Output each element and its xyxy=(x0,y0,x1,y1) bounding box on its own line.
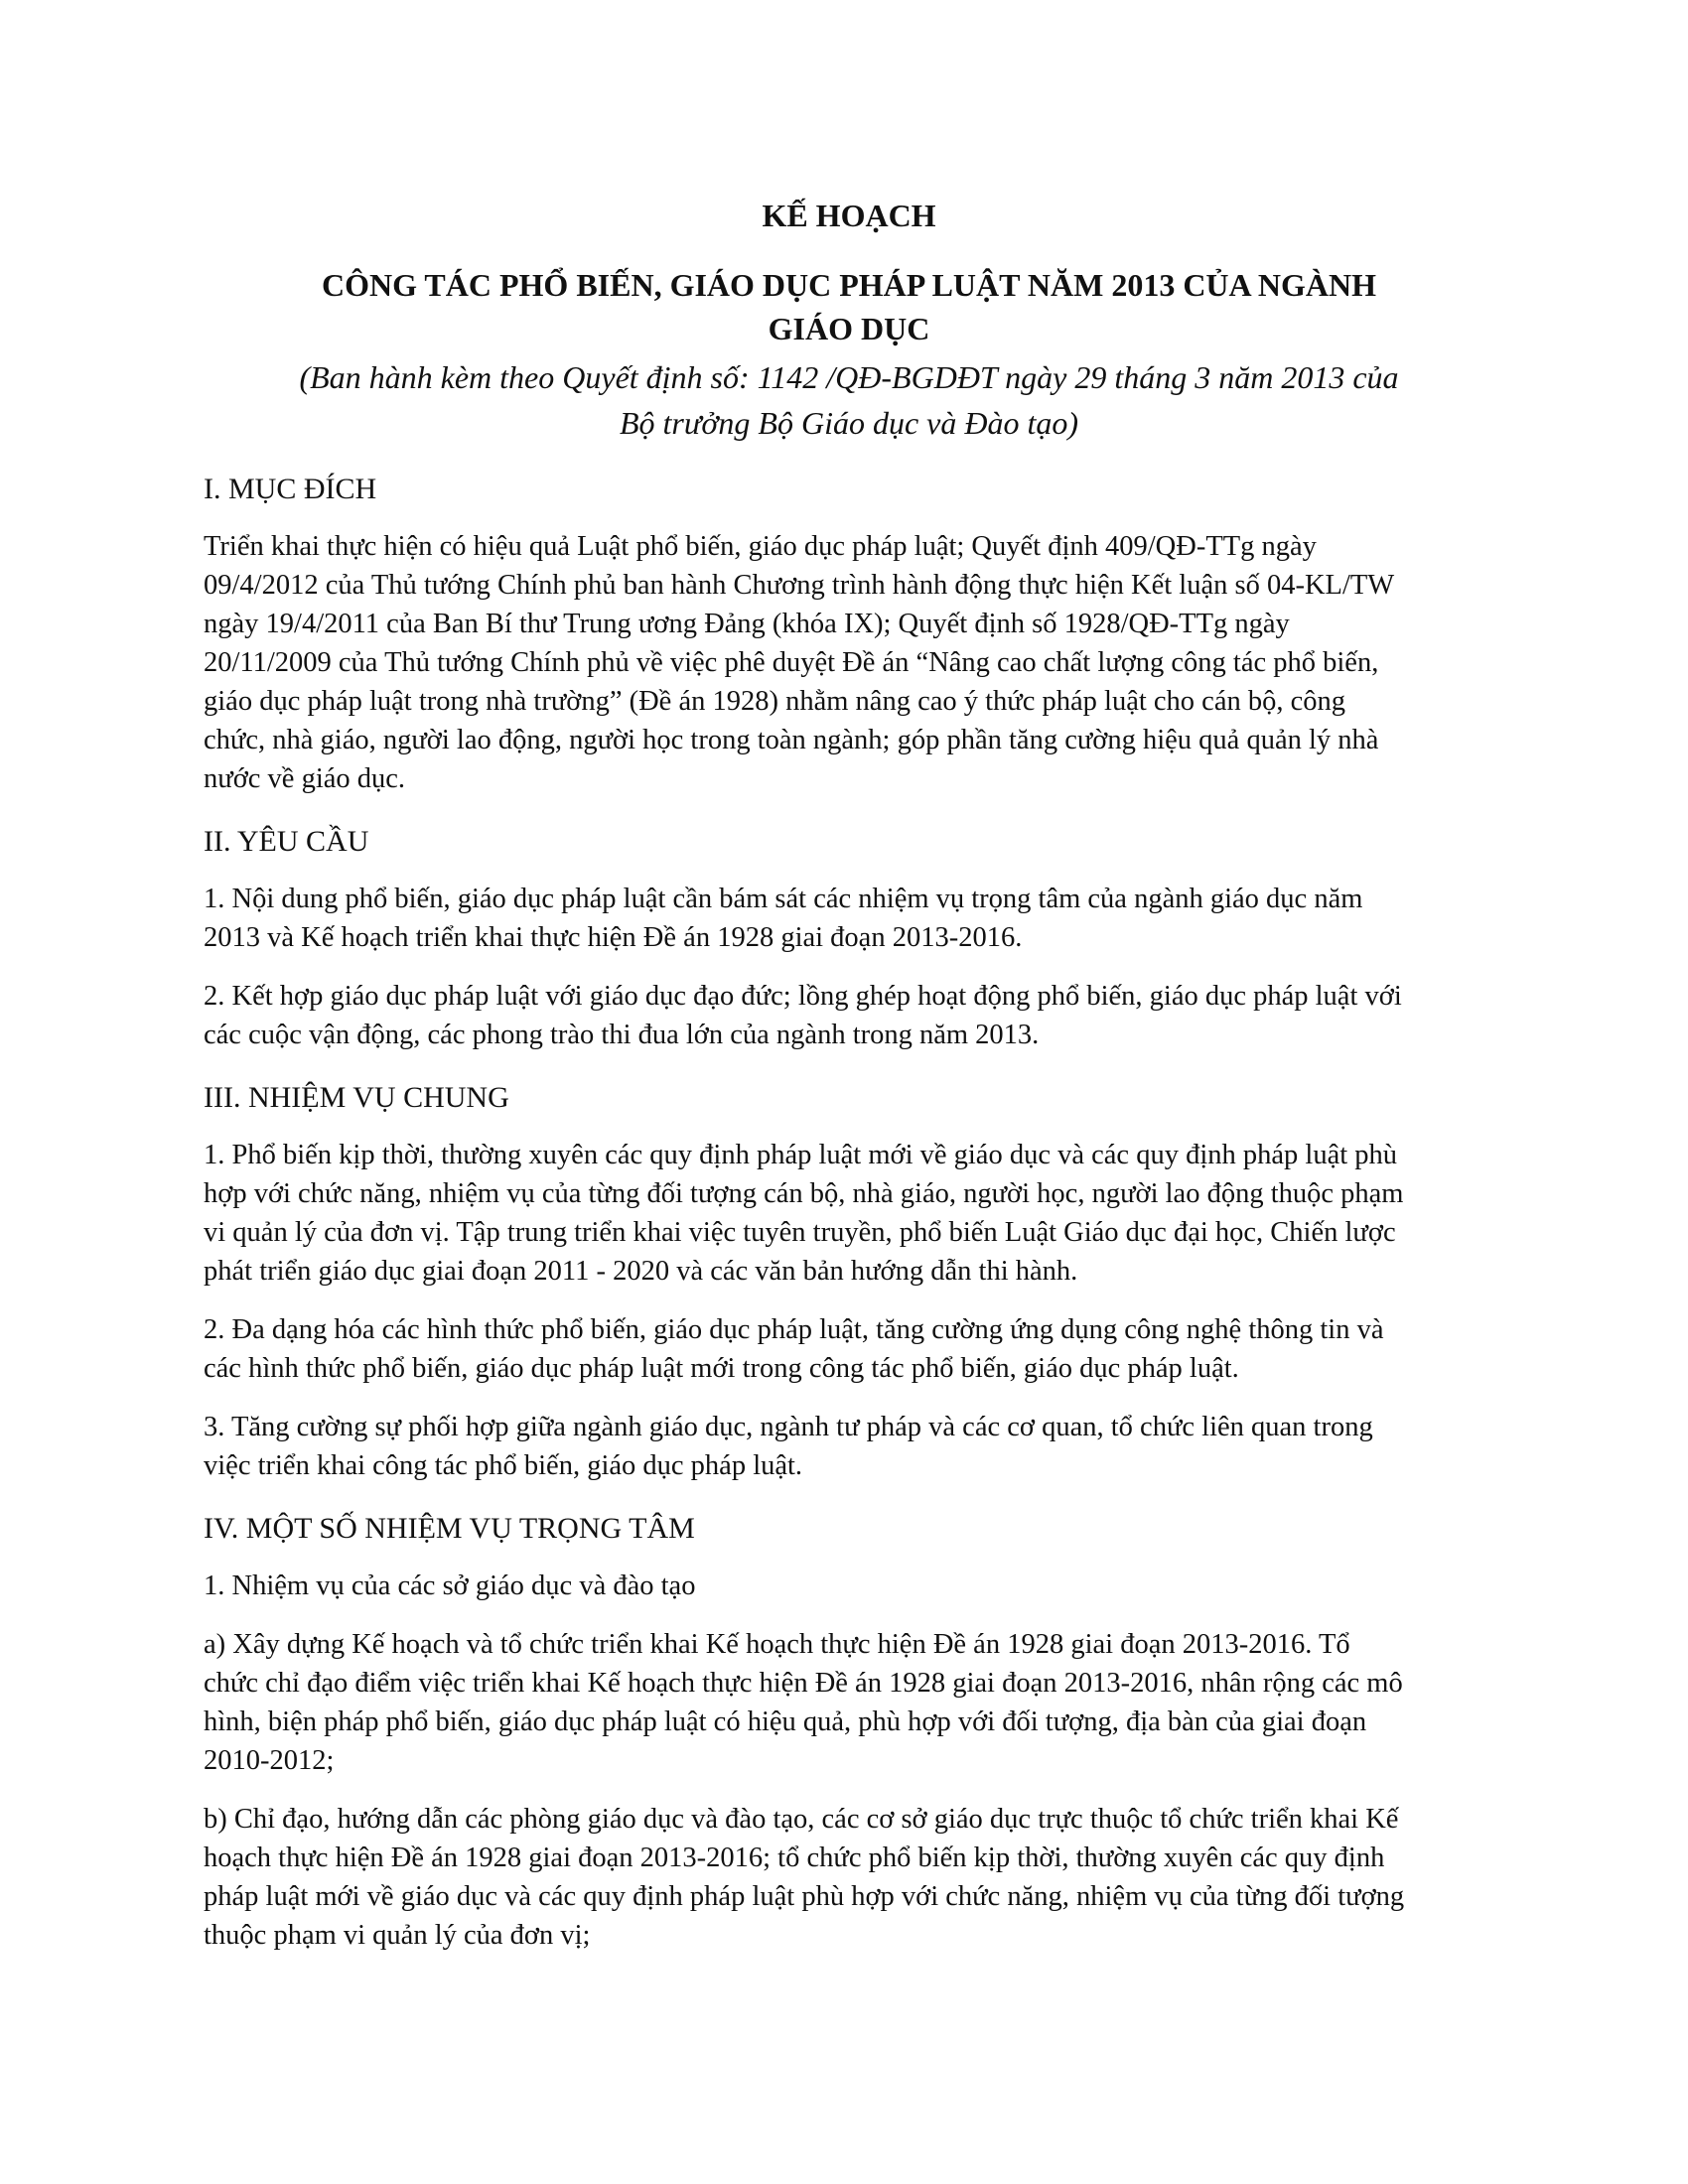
paragraph-line: hình, biện pháp phổ biến, giáo dục pháp luật có hiệu quả, phù hợp với đối tượng, địa bàn của giai đoạn xyxy=(204,1706,1367,1737)
paragraph-line: 2. Kết hợp giáo dục pháp luật với giáo dục đạo đức; lồng ghép hoạt động phổ biến, giáo dục pháp luật với xyxy=(204,981,1402,1012)
paragraph-line: 1. Phổ biến kịp thời, thường xuyên các quy định pháp luật mới về giáo dục và các quy định pháp luật phù xyxy=(204,1140,1398,1170)
paragraph-line: b) Chỉ đạo, hướng dẫn các phòng giáo dục và đào tạo, các cơ sở giáo dục trực thuộc tổ chức triển khai Kế xyxy=(204,1804,1399,1835)
paragraph xyxy=(204,527,1494,798)
note-line: Bộ trưởng Bộ Giáo dục và Đào tạo) xyxy=(619,405,1079,441)
section-heading: IV. MỘT SỐ NHIỆM VỤ TRỌNG TÂM xyxy=(204,1512,695,1545)
document-subtitle xyxy=(204,263,1494,350)
paragraph-line: chức, nhà giáo, người lao động, người học trong toàn ngành; góp phần tăng cường hiệu quả quản lý nhà xyxy=(204,725,1379,755)
document-body xyxy=(204,470,1494,1955)
paragraph-line: a) Xây dựng Kế hoạch và tổ chức triển khai Kế hoạch thực hiện Đề án 1928 giai đoạn 2013-2016. Tổ xyxy=(204,1629,1350,1660)
paragraph-line: ngày 19/4/2011 của Ban Bí thư Trung ương Đảng (khóa IX); Quyết định số 1928/QĐ-TTg ngày xyxy=(204,609,1290,639)
paragraph-line: 2010-2012; xyxy=(204,1745,335,1776)
section-heading: III. NHIỆM VỤ CHUNG xyxy=(204,1081,509,1114)
document-title: KẾ HOẠCH xyxy=(762,198,936,233)
paragraph xyxy=(204,1567,1494,1605)
paragraph-line: các hình thức phổ biến, giáo dục pháp luật mới trong công tác phổ biến, giáo dục pháp luật. xyxy=(204,1353,1239,1384)
paragraph xyxy=(204,977,1494,1054)
paragraph-line: hợp với chức năng, nhiệm vụ của từng đối tượng cán bộ, nhà giáo, người học, người lao động thuộc phạm xyxy=(204,1178,1404,1209)
paragraph-line: hoạch thực hiện Đề án 1928 giai đoạn 2013-2016; tổ chức phổ biến kịp thời, thường xuyên các quy định xyxy=(204,1843,1385,1873)
paragraph-line: 1. Nội dung phổ biến, giáo dục pháp luật cần bám sát các nhiệm vụ trọng tâm của ngành giáo dục năm xyxy=(204,884,1363,914)
document-page xyxy=(204,194,1494,1975)
paragraph xyxy=(204,880,1494,957)
section-heading: I. MỤC ĐÍCH xyxy=(204,473,377,505)
paragraph xyxy=(204,1800,1494,1955)
subtitle-line: CÔNG TÁC PHỔ BIẾN, GIÁO DỤC PHÁP LUẬT NĂM 2013 CỦA NGÀNH xyxy=(322,267,1376,303)
paragraph-line: 20/11/2009 của Thủ tướng Chính phủ về việc phê duyệt Đề án “Nâng cao chất lượng công tác phổ biến, xyxy=(204,647,1379,678)
paragraph-line: 1. Nhiệm vụ của các sở giáo dục và đào tạo xyxy=(204,1570,696,1601)
paragraph xyxy=(204,1625,1494,1780)
issuance-note xyxy=(204,354,1494,446)
paragraph-line: 2. Đa dạng hóa các hình thức phổ biến, giáo dục pháp luật, tăng cường ứng dụng công nghệ thông tin và xyxy=(204,1314,1384,1345)
paragraph-line: thuộc phạm vi quản lý của đơn vị; xyxy=(204,1920,591,1951)
paragraph-line: 3. Tăng cường sự phối hợp giữa ngành giáo dục, ngành tư pháp và các cơ quan, tổ chức liên quan trong xyxy=(204,1412,1373,1442)
section-heading: II. YÊU CẦU xyxy=(204,825,369,858)
note-line: (Ban hành kèm theo Quyết định số: 1142 /QĐ-BGDĐT ngày 29 tháng 3 năm 2013 của xyxy=(299,359,1399,395)
paragraph-line: pháp luật mới về giáo dục và các quy định pháp luật phù hợp với chức năng, nhiệm vụ của từng đối tượng xyxy=(204,1881,1405,1912)
paragraph-line: nước về giáo dục. xyxy=(204,763,406,794)
paragraph xyxy=(204,1408,1494,1485)
paragraph-line: Triển khai thực hiện có hiệu quả Luật phổ biến, giáo dục pháp luật; Quyết định 409/QĐ-TTg ngày xyxy=(204,531,1317,562)
paragraph-line: 09/4/2012 của Thủ tướng Chính phủ ban hành Chương trình hành động thực hiện Kết luận số 04-KL/TW xyxy=(204,570,1395,601)
paragraph-line: vi quản lý của đơn vị. Tập trung triển khai việc tuyên truyền, phổ biến Luật Giáo dục đại học, Chiến lược xyxy=(204,1217,1396,1248)
paragraph xyxy=(204,1136,1494,1291)
paragraph xyxy=(204,1310,1494,1388)
paragraph-line: giáo dục pháp luật trong nhà trường” (Đề án 1928) nhằm nâng cao ý thức pháp luật cho cán bộ, công xyxy=(204,686,1345,717)
paragraph-line: phát triển giáo dục giai đoạn 2011 - 2020 và các văn bản hướng dẫn thi hành. xyxy=(204,1256,1078,1287)
paragraph-line: các cuộc vận động, các phong trào thi đua lớn của ngành trong năm 2013. xyxy=(204,1020,1040,1050)
paragraph-line: 2013 và Kế hoạch triển khai thực hiện Đề án 1928 giai đoạn 2013-2016. xyxy=(204,922,1023,953)
subtitle-line: GIÁO DỤC xyxy=(768,311,930,346)
paragraph-line: chức chỉ đạo điểm việc triển khai Kế hoạch thực hiện Đề án 1928 giai đoạn 2013-2016, nhân rộng các mô xyxy=(204,1668,1403,1699)
paragraph-line: việc triển khai công tác phổ biến, giáo dục pháp luật. xyxy=(204,1450,803,1481)
